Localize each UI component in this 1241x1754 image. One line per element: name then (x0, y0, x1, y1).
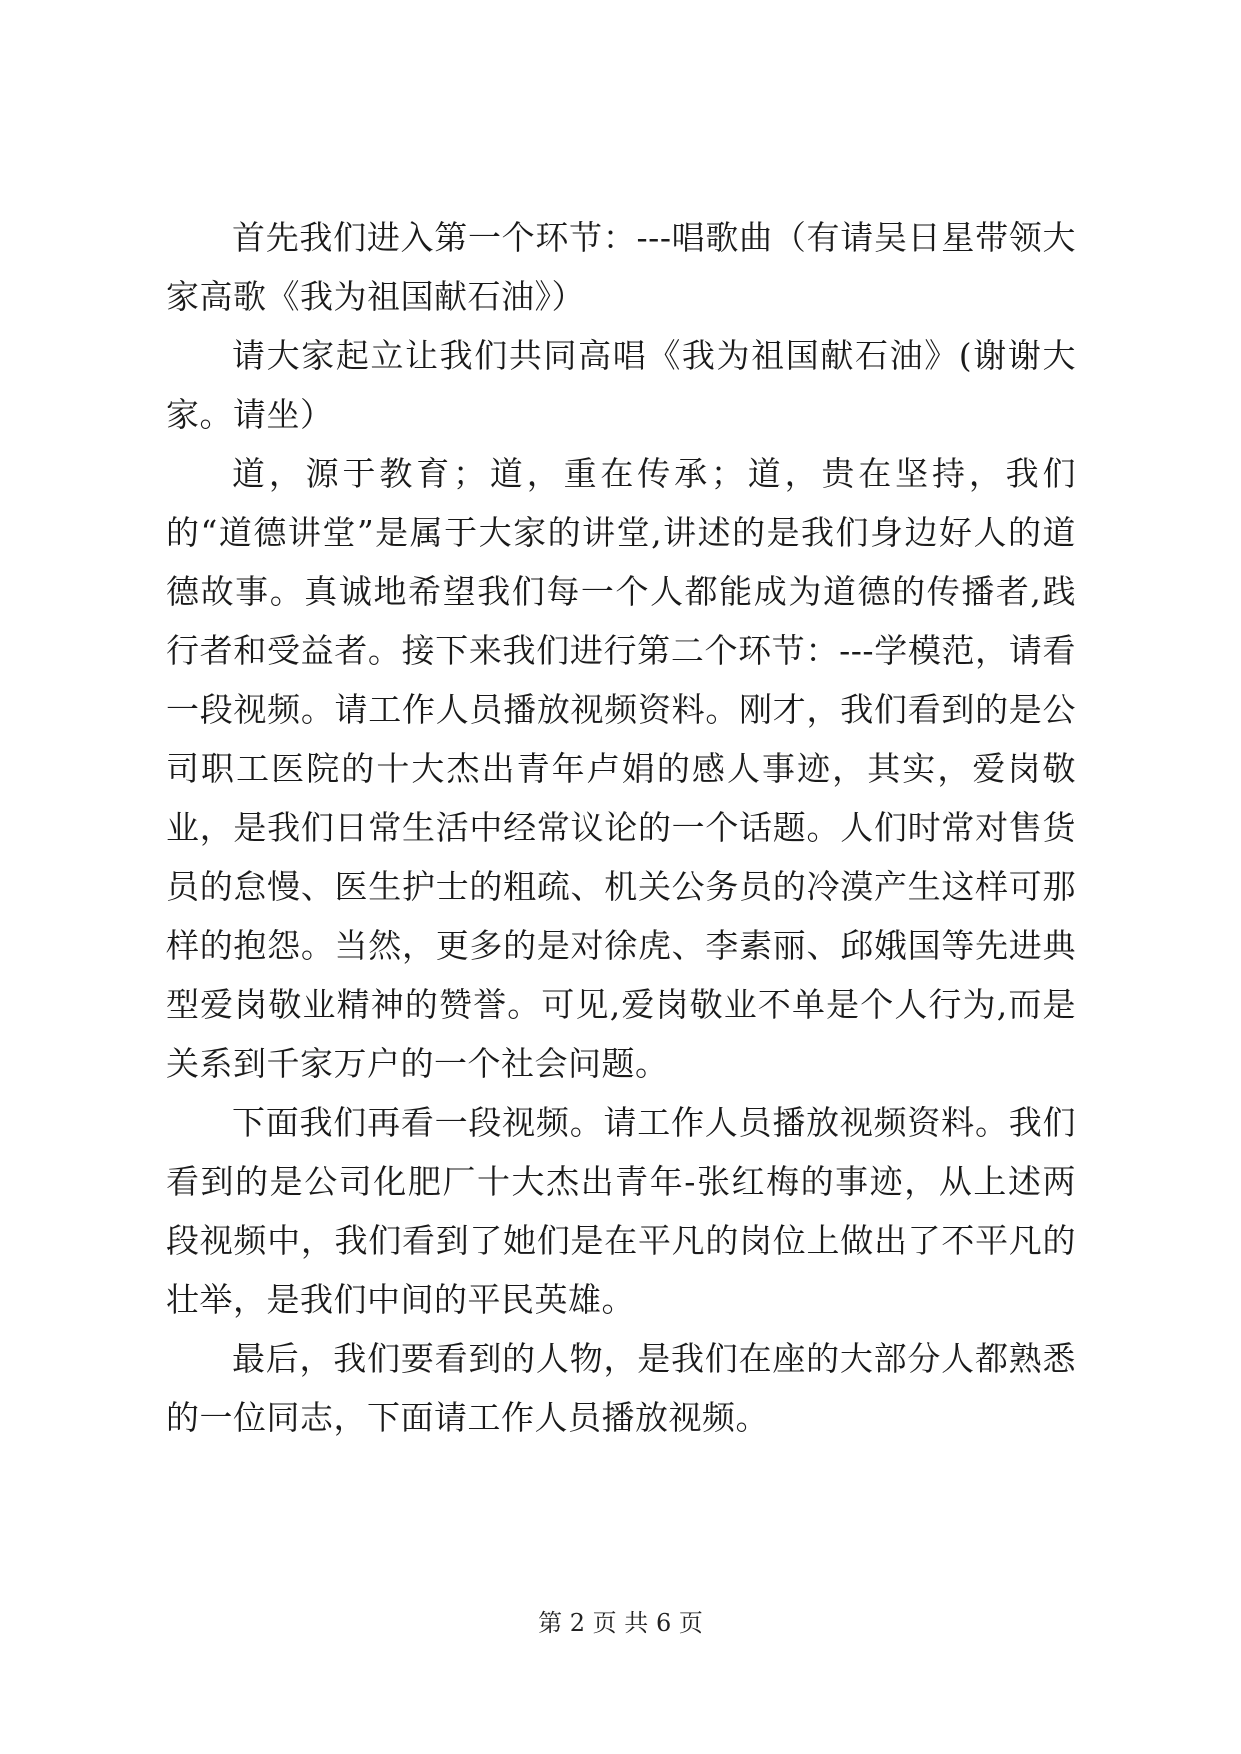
paragraph-final-video: 最后，我们要看到的人物，是我们在座的大部分人都熟悉的一位同志，下面请工作人员播放视频。 (166, 1339, 1076, 1437)
paragraph-second-video: 下面我们再看一段视频。请工作人员播放视频资料。我们看到的是公司化肥厂十大杰出青年-张红梅的事迹，从上述两段视频中，我们看到了她们是在平凡的岗位上做出了不平凡的壮举，是我们中间的平民英雄。 (166, 1103, 1076, 1319)
page-number-footer: 第 2 页 共 6 页 (538, 1609, 703, 1637)
paragraph-song: 首先我们进入第一个环节：---唱歌曲（有请吴日星带领大家高歌《我为祖国献石油》） (166, 218, 1076, 316)
document-body (166, 208, 1076, 1447)
paragraph-stand-up: 请大家起立让我们共同高唱《我为祖国献石油》(谢谢大家。请坐） (166, 336, 1076, 434)
paragraph-moral-lecture: 道，源于教育；道，重在传承；道，贵在坚持，我们的“道德讲堂”是属于大家的讲堂,讲述的是我们身边好人的道德故事。真诚地希望我们每一个人都能成为道德的传播者,践行者和受益者。接下来我们进行第二个环节：---学模范，请看一段视频。请工作人员播放视频资料。刚才，我们看到的是公司职工医院的十大杰出青年卢娟的感人事迹，其实，爱岗敬业，是我们日常生活中经常议论的一个话题。人们时常对售货员的怠慢、医生护士的粗疏、机关公务员的冷漠产生这样可那样的抱怨。当然，更多的是对徐虎、李素丽、邱娥国等先进典型爱岗敬业精神的赞誉。可见,爱岗敬业不单是个人行为,而是关系到千家万户的一个社会问题。 (166, 454, 1076, 1083)
